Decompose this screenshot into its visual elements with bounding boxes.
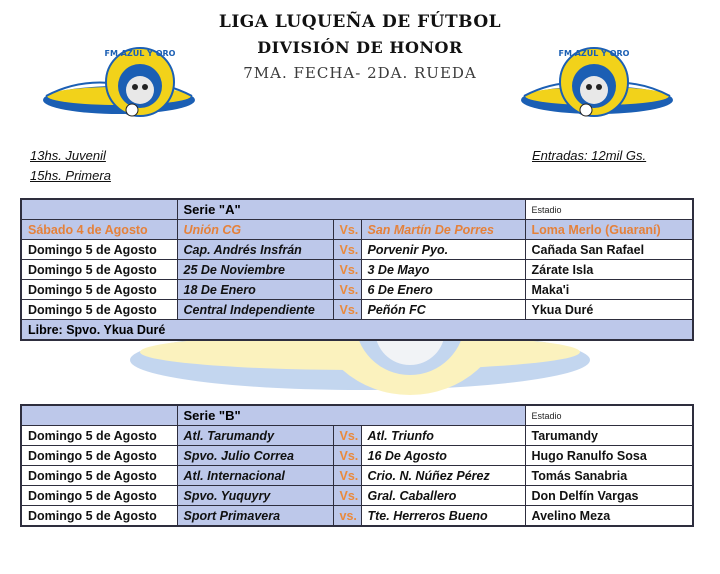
match-row [21,466,693,486]
serie-a-header-row [21,199,693,220]
radio-logo-right [518,44,676,128]
logo-text: FM AZUL Y ORO [558,49,630,58]
juvenil-time: 13hs. Juvenil [30,148,106,163]
match-date: Domingo 5 de Agosto [21,300,177,320]
match-date: Domingo 5 de Agosto [21,426,177,446]
venue: Tomás Sanabria [525,466,693,486]
vs-label: Vs. [333,446,361,466]
away-team: San Martín De Porres [361,220,525,240]
away-team: Peñón FC [361,300,525,320]
venue: Tarumandy [525,426,693,446]
match-date: Sábado 4 de Agosto [21,220,177,240]
away-team: 6 De Enero [361,280,525,300]
home-team: 25 De Noviembre [177,260,333,280]
serie-a-table [20,198,694,341]
venue: Loma Merlo (Guaraní) [525,220,693,240]
match-row [21,220,693,240]
libre-row [21,320,693,341]
primera-time: 15hs. Primera [30,168,111,183]
match-row [21,506,693,527]
away-team: Crio. N. Núñez Pérez [361,466,525,486]
venue: Zárate Isla [525,260,693,280]
vs-label: Vs. [333,240,361,260]
venue: Avelino Meza [525,506,693,527]
match-row [21,260,693,280]
vs-label: Vs. [333,426,361,446]
venue: Hugo Ranulfo Sosa [525,446,693,466]
serie-b-table [20,404,694,527]
vs-label: Vs. [333,280,361,300]
radio-logo-left [40,44,198,128]
home-team: Atl. Internacional [177,466,333,486]
home-team: 18 De Enero [177,280,333,300]
home-team: Cap. Andrés Insfrán [177,240,333,260]
venue: Maka'i [525,280,693,300]
venue: Cañada San Rafael [525,240,693,260]
venue: Don Delfín Vargas [525,486,693,506]
libre-note: Libre: Spvo. Ykua Duré [21,320,693,341]
league-title: LIGA LUQUEÑA DE FÚTBOL [218,12,502,32]
away-team: 16 De Agosto [361,446,525,466]
vs-label: Vs. [333,260,361,280]
match-row [21,240,693,260]
match-date: Domingo 5 de Agosto [21,240,177,260]
away-team: 3 De Mayo [361,260,525,280]
match-row [21,446,693,466]
home-team: Spvo. Julio Correa [177,446,333,466]
home-team: Sport Primavera [177,506,333,527]
division-title: DIVISIÓN DE HONOR [257,38,463,57]
match-row [21,280,693,300]
away-team: Porvenir Pyo. [361,240,525,260]
match-date: Domingo 5 de Agosto [21,466,177,486]
match-row [21,486,693,506]
away-team: Atl. Triunfo [361,426,525,446]
serie-b-header-row [21,405,693,426]
home-team: Central Independiente [177,300,333,320]
serie-a-title: Serie "A" [177,199,525,220]
vs-label: Vs. [333,300,361,320]
serie-b-title: Serie "B" [177,405,525,426]
vs-label: Vs. [333,220,361,240]
away-team: Gral. Caballero [361,486,525,506]
entry-price: Entradas: 12mil Gs. [532,148,647,163]
match-row [21,300,693,320]
vs-label: Vs. [333,486,361,506]
estadio-label: Estadio [525,405,693,426]
match-row [21,426,693,446]
match-date: Domingo 5 de Agosto [21,506,177,527]
match-date: Domingo 5 de Agosto [21,486,177,506]
match-date: Domingo 5 de Agosto [21,260,177,280]
vs-label: Vs. [333,466,361,486]
home-team: Spvo. Yuquyry [177,486,333,506]
venue: Ykua Duré [525,300,693,320]
estadio-label: Estadio [525,199,693,220]
home-team: Unión CG [177,220,333,240]
logo-text: FM AZUL Y ORO [104,49,176,58]
home-team: Atl. Tarumandy [177,426,333,446]
away-team: Tte. Herreros Bueno [361,506,525,527]
vs-label: vs. [333,506,361,527]
match-date: Domingo 5 de Agosto [21,446,177,466]
round-title: 7MA. FECHA- 2DA. RUEDA [243,64,477,82]
match-date: Domingo 5 de Agosto [21,280,177,300]
